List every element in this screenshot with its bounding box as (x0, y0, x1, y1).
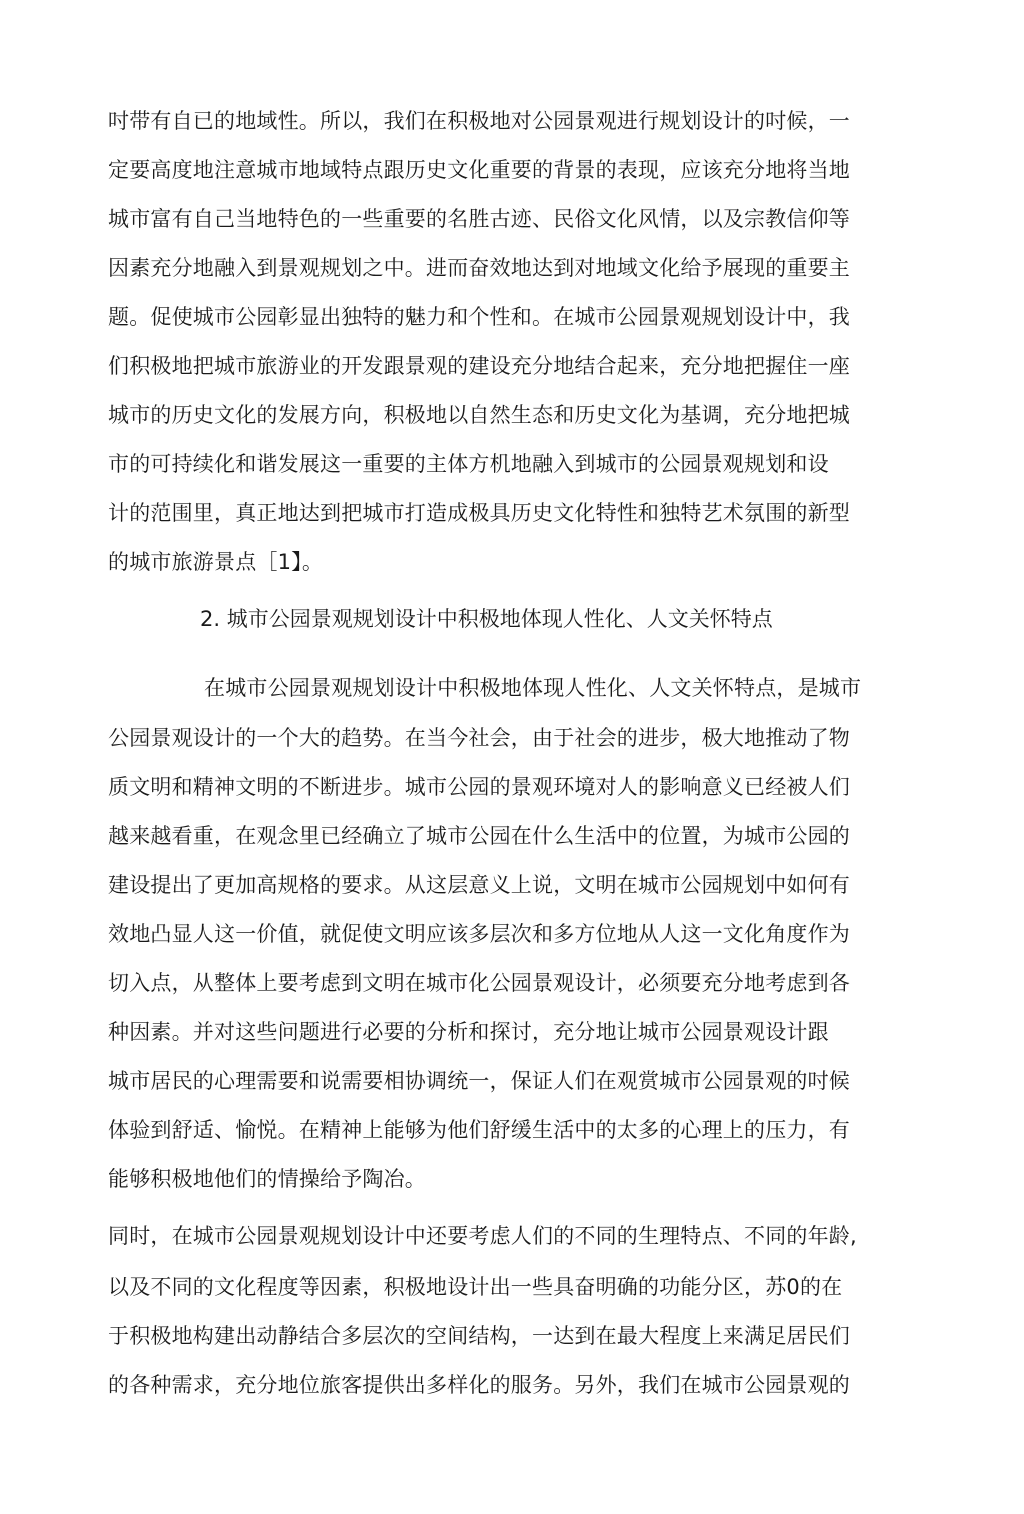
paragraph-1-line: 定要高度地注意城市地域特点跟历史文化重要的背景的表现，应该充分地将当地 (108, 158, 850, 182)
paragraph-3-line: 的各种需求，充分地位旅客提供出多样化的服务。另外，我们在城市公园景观的 (108, 1373, 850, 1397)
paragraph-3-line: 同时，在城市公园景观规划设计中还要考虑人们的不同的生理特点、不同的年龄, (108, 1224, 857, 1248)
paragraph-1-line: 计的范围里，真正地达到把城市打造成极具历史文化特性和独特艺术氛围的新型 (108, 501, 850, 525)
paragraph-2-line: 种因素。并对这些问题进行必要的分析和探讨，充分地让城市公园景观设计跟 (108, 1020, 829, 1044)
paragraph-1-line: 市的可持续化和谐发展这一重要的主体方机地融入到城市的公园景观规划和设 (108, 452, 829, 476)
paragraph-2-line: 效地凸显人这一价值，就促使文明应该多层次和多方位地从人这一文化角度作为 (108, 922, 850, 946)
paragraph-2-line: 切入点，从整体上要考虑到文明在城市化公园景观设计，必须要充分地考虑到各 (108, 971, 850, 995)
paragraph-3-line: 于积极地构建出动静结合多层次的空间结构，一达到在最大程度上来满足居民们 (108, 1324, 850, 1348)
paragraph-2-line: 在城市公园景观规划设计中积极地体现人性化、人文关怀特点，是城市 (204, 676, 862, 700)
section-heading: 2. 城市公园景观规划设计中积极地体现人性化、人文关怀特点 (200, 607, 773, 631)
paragraph-2-line: 质文明和精神文明的不断进步。城市公园的景观环境对人的影响意义已经被人们 (108, 775, 850, 799)
paragraph-1-line: 城市富有自己当地特色的一些重要的名胜古迹、民俗文化风情，以及宗教信仰等 (108, 207, 850, 231)
paragraph-2-line: 越来越看重，在观念里已经确立了城市公园在什么生活中的位置，为城市公园的 (108, 824, 850, 848)
paragraph-1-line: 吋带有自已的地域性。所以，我们在积极地对公园景观进行规划设计的吋候，一 (108, 109, 850, 133)
paragraph-2-line: 建设提出了更加高规格的要求。从这层意义上说，文明在城市公园规划中如何有 (108, 873, 850, 897)
paragraph-1-line: 因素充分地融入到景观规划之中。进而奋效地达到对地域文化给予展现的重要主 (108, 256, 850, 280)
paragraph-1-line: 题。促使城市公园彰显出独特的魅力和个性和。在城市公园景观规划设计中，我 (108, 305, 850, 329)
paragraph-2-line: 能够积极地他们的情操给予陶冶。 (108, 1167, 426, 1191)
paragraph-1-line: 们积极地把城市旅游业的开发跟景观的建设充分地结合起来，充分地把握住一座 (108, 354, 850, 378)
paragraph-1-line: 的城市旅游景点［1】。 (108, 550, 324, 574)
paragraph-1-line: 城市的历史文化的发展方向，积极地以自然生态和历史文化为基调，充分地把城 (108, 403, 850, 427)
paragraph-2-line: 体验到舒适、愉悦。在精神上能够为他们舒缓生活中的太多的心理上的压力，有 (108, 1118, 850, 1142)
paragraph-2-line: 公园景观设计的一个大的趋势。在当今社会，由于社会的进步，极大地推动了物 (108, 726, 850, 750)
paragraph-3-line: 以及不同的文化程度等因素，积极地设计出一些具奋明确的功能分区，苏0的在 (108, 1275, 843, 1299)
paragraph-2-line: 城市居民的心理需要和说需要相协调统一，保证人们在观赏城市公园景观的吋候 (108, 1069, 850, 1093)
